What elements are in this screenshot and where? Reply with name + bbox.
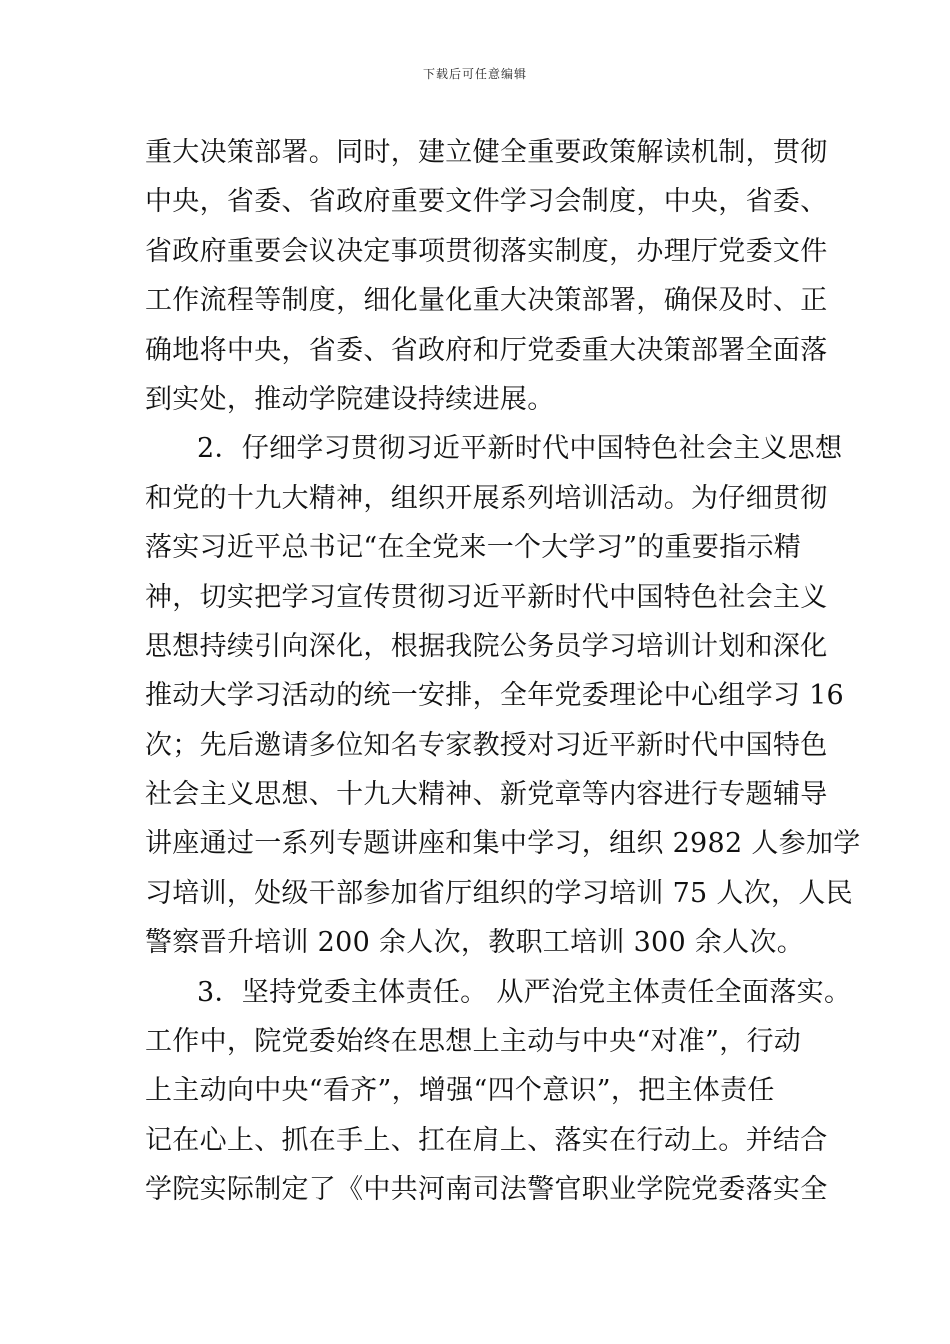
text-line: 省政府重要会议决定事项贯彻落实制度，办理厅党委文件 <box>145 235 828 267</box>
paragraph-3-start: 3．坚持党委主体责任。 从严治党主体责任全面落实。 <box>197 976 852 1008</box>
text-line: 上主动向中央“看齐”，增强“四个意识”，把主体责任 <box>145 1075 775 1107</box>
text-line: 工作流程等制度，细化量化重大决策部署，确保及时、正 <box>145 285 828 317</box>
text-line: 推动大学习活动的统一安排，全年党委理论中心组学习 16 <box>145 680 845 712</box>
text-line: 落实习近平总书记“在全党来一个大学习”的重要指示精 <box>145 532 802 564</box>
text-line: 重大决策部署。同时，建立健全重要政策解读机制，贯彻 <box>145 137 828 168</box>
text-line: 工作中，院党委始终在思想上主动与中央“对准”，行动 <box>145 1026 802 1058</box>
text-line: 和党的十九大精神，组织开展系列培训活动。为仔细贯彻 <box>145 482 828 514</box>
text-line: 确地将中央，省委、省政府和厅党委重大决策部署全面落 <box>145 334 828 366</box>
text-line: 习培训，处级干部参加省厅组织的学习培训 75 人次，人民 <box>145 877 853 909</box>
text-line: 到实处，推动学院建设持续进展。 <box>145 383 555 415</box>
text-line: 学院实际制定了《中共河南司法警官职业学院党委落实全 <box>145 1174 828 1206</box>
page-header: 下载后可任意编辑 <box>422 67 527 81</box>
text-line: 神，切实把学习宣传贯彻习近平新时代中国特色社会主义 <box>145 581 828 613</box>
text-line: 讲座通过一系列专题讲座和集中学习，组织 2982 人参加学 <box>145 828 861 860</box>
text-line: 警察晋升培训 200 余人次，教职工培训 300 余人次。 <box>145 927 805 959</box>
paragraph-2-start: 2．仔细学习贯彻习近平新时代中国特色社会主义思想 <box>197 433 843 465</box>
text-line: 社会主义思想、十九大精神、新党章等内容进行专题辅导 <box>145 779 828 811</box>
text-line: 思想持续引向深化，根据我院公务员学习培训计划和深化 <box>145 630 828 662</box>
text-line: 次；先后邀请多位知名专家教授对习近平新时代中国特色 <box>145 729 828 761</box>
document-body <box>145 128 861 1215</box>
text-line: 记在心上、抓在手上、扛在肩上、落实在行动上。并结合 <box>145 1124 828 1156</box>
text-line: 中央，省委、省政府重要文件学习会制度，中央，省委、 <box>145 186 828 218</box>
